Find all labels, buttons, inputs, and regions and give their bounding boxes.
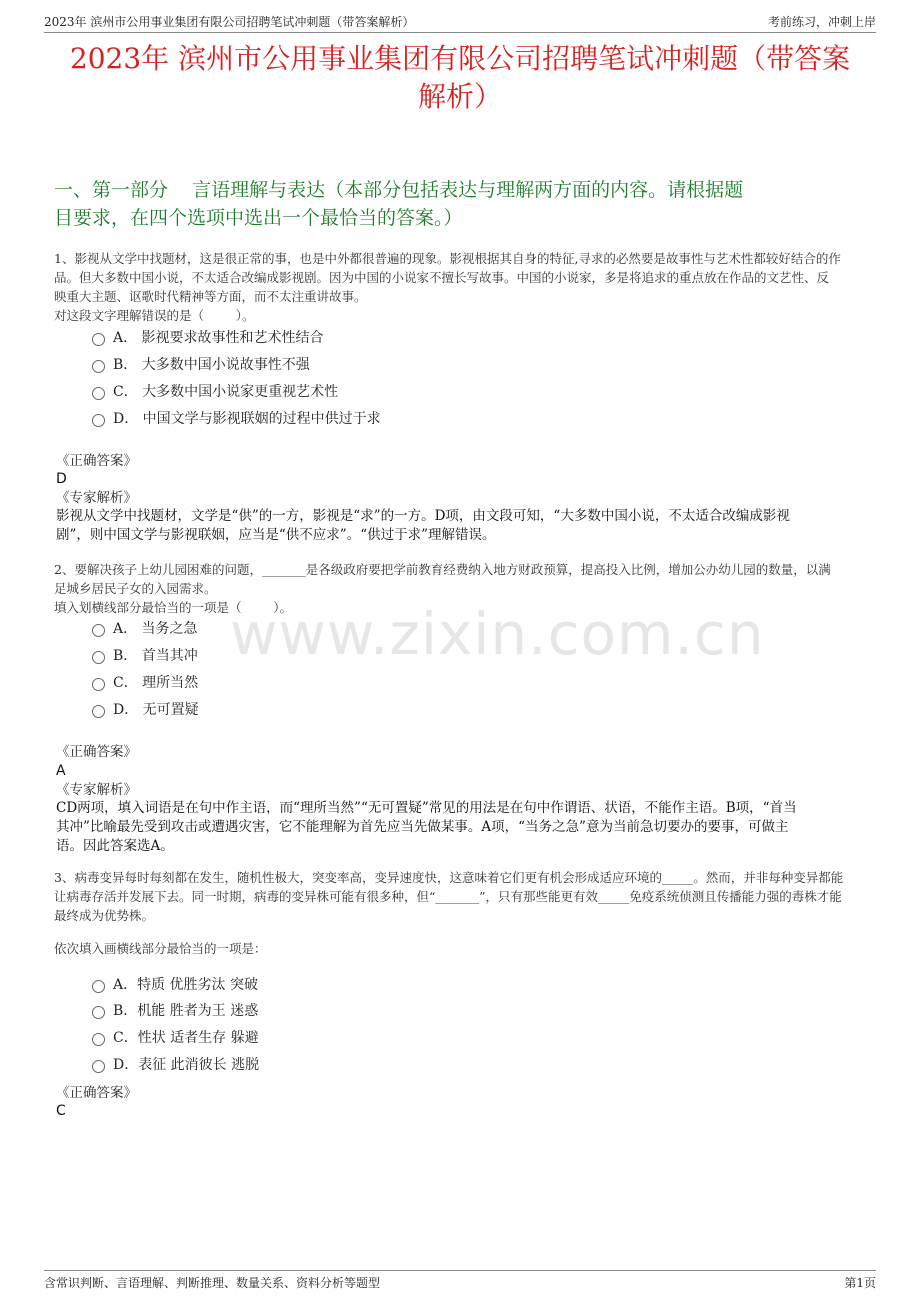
question-3-stem bbox=[54, 868, 870, 925]
q1-line-4: 对这段文字理解错误的是（ ）。 bbox=[54, 308, 255, 323]
q3-option-c[interactable] bbox=[92, 1028, 259, 1048]
footer-left-text: 含常识判断、言语理解、判断推理、数量关系、资料分析等题型 bbox=[44, 1276, 381, 1290]
radio-icon[interactable] bbox=[92, 705, 105, 718]
q3-line-3: 最终成为优势株。 bbox=[54, 908, 155, 923]
radio-icon[interactable] bbox=[92, 624, 105, 637]
q1-answer: D bbox=[56, 471, 67, 487]
q1-analysis-label: 《专家解析》 bbox=[56, 490, 137, 506]
page-number: 第1页 bbox=[844, 1276, 876, 1290]
q2-option-b[interactable] bbox=[92, 646, 198, 666]
header-right-text: 考前练习，冲刺上岸 bbox=[767, 15, 876, 29]
document-title bbox=[30, 40, 890, 116]
question-1-stem bbox=[54, 249, 870, 325]
option-label: A．特质 优胜劣汰 突破 bbox=[113, 977, 259, 993]
q2-option-d[interactable] bbox=[92, 700, 199, 720]
header-left-text: 2023年 滨州市公用事业集团有限公司招聘笔试冲刺题（带答案解析） bbox=[44, 15, 415, 29]
option-label: D．表征 此消彼长 逃脱 bbox=[113, 1057, 260, 1073]
option-label: A． 影视要求故事性和艺术性结合 bbox=[113, 330, 324, 346]
q2-answer: A bbox=[56, 763, 66, 779]
q1-line-3: 映重大主题、讴歌时代精神等方面，而不太注重讲故事。 bbox=[54, 289, 367, 304]
option-label: D． 无可置疑 bbox=[113, 702, 199, 718]
watermark: www.zixin.com.cn bbox=[230, 600, 765, 668]
q1-option-a[interactable] bbox=[92, 328, 324, 348]
option-label: B．机能 胜者为王 迷惑 bbox=[113, 1003, 259, 1019]
q3-line-1: 3、病毒变异每时每刻都在发生，随机性极大，突变率高，变异速度快，这意味着它们更有机会形成适应环境的_____。然而，并非每种变异都能 bbox=[54, 870, 844, 885]
q2-analysis bbox=[56, 799, 864, 856]
q1-option-b[interactable] bbox=[92, 355, 310, 375]
section-line-1: 一、第一部分 言语理解与表达（本部分包括表达与理解两方面的内容。请根据题 bbox=[54, 179, 744, 201]
q1-line-1: 1、影视从文学中找题材，这是很正常的事，也是中外都很普遍的现象。影视根据其自身的特征,寻求的必然要是故事性与艺术性都较好结合的作 bbox=[54, 251, 841, 266]
q3-prompt: 依次填入画横线部分最恰当的一项是： bbox=[54, 941, 267, 956]
q1-line-2: 品。但大多数中国小说，不太适合改编成影视剧。因为中国的小说家不擅长写故事。中国的小说家，多是将追求的重点放在作品的文艺性、反 bbox=[54, 270, 830, 285]
q1-analysis-line-1: 影视从文学中找题材，文学是“供”的一方，影视是“求”的一方。D项，由文段可知，“大多数中国小说，不太适合改编成影视 bbox=[56, 508, 790, 524]
q3-answer-label: 《正确答案》 bbox=[56, 1085, 137, 1101]
option-label: A． 当务之急 bbox=[113, 621, 198, 637]
option-label: C． 大多数中国小说家更重视艺术性 bbox=[113, 384, 339, 400]
title-line-2: 解析） bbox=[417, 80, 502, 113]
q2-analysis-line-1: CD两项，填入词语是在句中作主语，而“理所当然”“无可置疑”常见的用法是在句中作谓语、状语，不能作主语。B项，“首当 bbox=[56, 800, 797, 816]
q2-line-3: 填入划横线部分最恰当的一项是（ ）。 bbox=[54, 600, 293, 615]
radio-icon[interactable] bbox=[92, 1060, 105, 1073]
radio-icon[interactable] bbox=[92, 678, 105, 691]
option-label: B． 首当其冲 bbox=[113, 648, 198, 664]
option-label: D． 中国文学与影视联姻的过程中供过于求 bbox=[113, 411, 381, 427]
q2-option-c[interactable] bbox=[92, 673, 198, 693]
q1-option-c[interactable] bbox=[92, 382, 338, 402]
q1-answer-label: 《正确答案》 bbox=[56, 453, 137, 469]
radio-icon[interactable] bbox=[92, 651, 105, 664]
q3-option-b[interactable] bbox=[92, 1001, 258, 1021]
q2-analysis-label: 《专家解析》 bbox=[56, 782, 137, 798]
radio-icon[interactable] bbox=[92, 387, 105, 400]
q3-answer: C bbox=[56, 1103, 66, 1119]
q1-analysis bbox=[56, 507, 864, 545]
q2-option-a[interactable] bbox=[92, 619, 198, 639]
question-2-stem bbox=[54, 560, 870, 617]
q3-option-a[interactable] bbox=[92, 975, 258, 995]
q1-analysis-line-2: 剧”，则中国文学与影视联姻，应当是“供不应求”。“供过于求”理解错误。 bbox=[56, 527, 496, 543]
option-label: B． 大多数中国小说故事性不强 bbox=[113, 357, 310, 373]
section-heading bbox=[54, 176, 870, 232]
option-label: C． 理所当然 bbox=[113, 675, 199, 691]
radio-icon[interactable] bbox=[92, 980, 105, 993]
radio-icon[interactable] bbox=[92, 1033, 105, 1046]
option-label: C．性状 适者生存 躲避 bbox=[113, 1030, 259, 1046]
q1-option-d[interactable] bbox=[92, 409, 381, 429]
q2-answer-label: 《正确答案》 bbox=[56, 744, 137, 760]
radio-icon[interactable] bbox=[92, 333, 105, 346]
page-header bbox=[44, 10, 876, 33]
section-line-2: 目要求，在四个选项中选出一个最恰当的答案。） bbox=[54, 207, 463, 229]
radio-icon[interactable] bbox=[92, 414, 105, 427]
q2-line-1: 2、要解决孩子上幼儿园困难的问题，_______是各级政府要把学前教育经费纳入地方财政预算，提高投入比例，增加公办幼儿园的数量，以满 bbox=[54, 562, 831, 577]
q3-option-d[interactable] bbox=[92, 1055, 259, 1075]
page-footer bbox=[44, 1270, 876, 1291]
title-line-1: 2023年 滨州市公用事业集团有限公司招聘笔试冲刺题（带答案 bbox=[69, 42, 851, 75]
q2-analysis-line-3: 语。因此答案选A。 bbox=[56, 838, 174, 854]
q2-line-2: 足城乡居民子女的入园需求。 bbox=[54, 581, 217, 596]
q3-line-2: 让病毒存活并发展下去。同一时期，病毒的变异株可能有很多种，但“_______”，只有那些能更有效_____免疫系统侦测且传播能力强的毒株才能 bbox=[54, 889, 842, 904]
q2-analysis-line-2: 其冲”比喻最先受到攻击或遭遇灾害，它不能理解为首先应当先做某事。A项，“当务之急”意为当前急切要办的要事，可做主 bbox=[56, 819, 789, 835]
radio-icon[interactable] bbox=[92, 360, 105, 373]
radio-icon[interactable] bbox=[92, 1006, 105, 1019]
